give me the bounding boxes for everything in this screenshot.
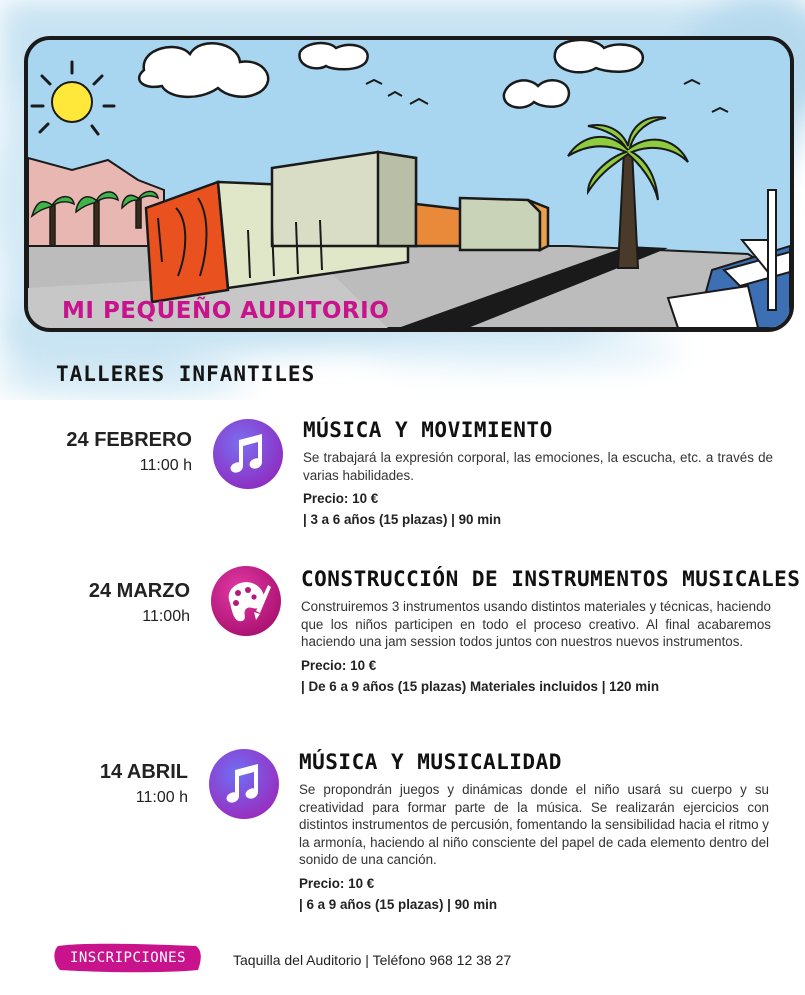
workshop-title: MÚSICA Y MUSICALIDAD	[299, 750, 562, 774]
inscripciones-label: INSCRIPCIONES	[69, 950, 187, 966]
workshop-time: 11:00h	[142, 608, 190, 625]
workshop-time: 11:00 h	[139, 457, 192, 474]
workshop-date-block	[8, 760, 188, 808]
workshop-description: Se trabajará la expresión corporal, las emociones, la escucha, etc. a través de varias habilidades.	[303, 450, 773, 483]
workshop-badge	[212, 418, 284, 490]
workshop-time: 11:00 h	[135, 789, 188, 806]
workshop-date: 24 MARZO	[88, 580, 190, 602]
auditorium-scene-illustration	[28, 40, 790, 328]
inscripciones-button[interactable]	[54, 942, 202, 974]
music-note-icon	[212, 418, 284, 490]
footer	[0, 936, 805, 986]
hero-title: MI PEQUEÑO AUDITORIO	[62, 298, 390, 324]
workshop-description: Construiremos 3 instrumentos usando distintos materiales y técnicas, haciendo que los niños participen en todo el proceso creativo. Al final acabaremos haciendo una jam session todos juntos con nuestros nuevos instrumentos.	[301, 599, 771, 649]
workshop-content	[299, 748, 769, 914]
workshop-date-block	[10, 579, 190, 627]
contact-info: Taquilla del Auditorio | Teléfono 968 12 38 27	[233, 952, 512, 968]
music-note-icon	[208, 748, 280, 820]
workshop-date-block	[12, 428, 192, 476]
workshop-content	[303, 416, 773, 529]
paint-palette-icon	[210, 565, 282, 637]
workshop-details: | 3 a 6 años (15 plazas) | 90 min	[303, 512, 502, 527]
workshop-details: | 6 a 9 años (15 plazas) | 90 min	[299, 896, 498, 912]
workshop-badge	[208, 748, 280, 820]
workshop-description: Se propondrán juegos y dinámicas donde el niño usará su cuerpo y su creatividad para formar parte de la música. Se realizarán ejercicios con distintos instrumentos de percusión, fomentando la sensibilidad hacia el ritmo y la armonía, haciendo al niño consciente del papel de cada elemento dentro del sonido de una canción.	[299, 782, 769, 867]
section-title: TALLERES INFANTILES	[56, 362, 316, 386]
workshop-badge	[210, 565, 282, 637]
workshop-date: 24 FEBRERO	[66, 429, 192, 451]
workshop-date: 14 ABRIL	[99, 761, 188, 783]
workshop-price: Precio: 10 €	[299, 875, 375, 891]
workshop-price: Precio: 10 €	[303, 491, 379, 506]
workshop-content	[301, 565, 801, 696]
workshop-details: | De 6 a 9 años (15 plazas) Materiales incluidos | 120 min	[301, 678, 660, 694]
hero-illustration	[24, 36, 794, 332]
workshop-price: Precio: 10 €	[301, 657, 377, 673]
workshop-title: CONSTRUCCIÓN DE INSTRUMENTOS MUSICALES	[301, 567, 801, 591]
workshop-title: MÚSICA Y MOVIMIENTO	[303, 418, 553, 442]
